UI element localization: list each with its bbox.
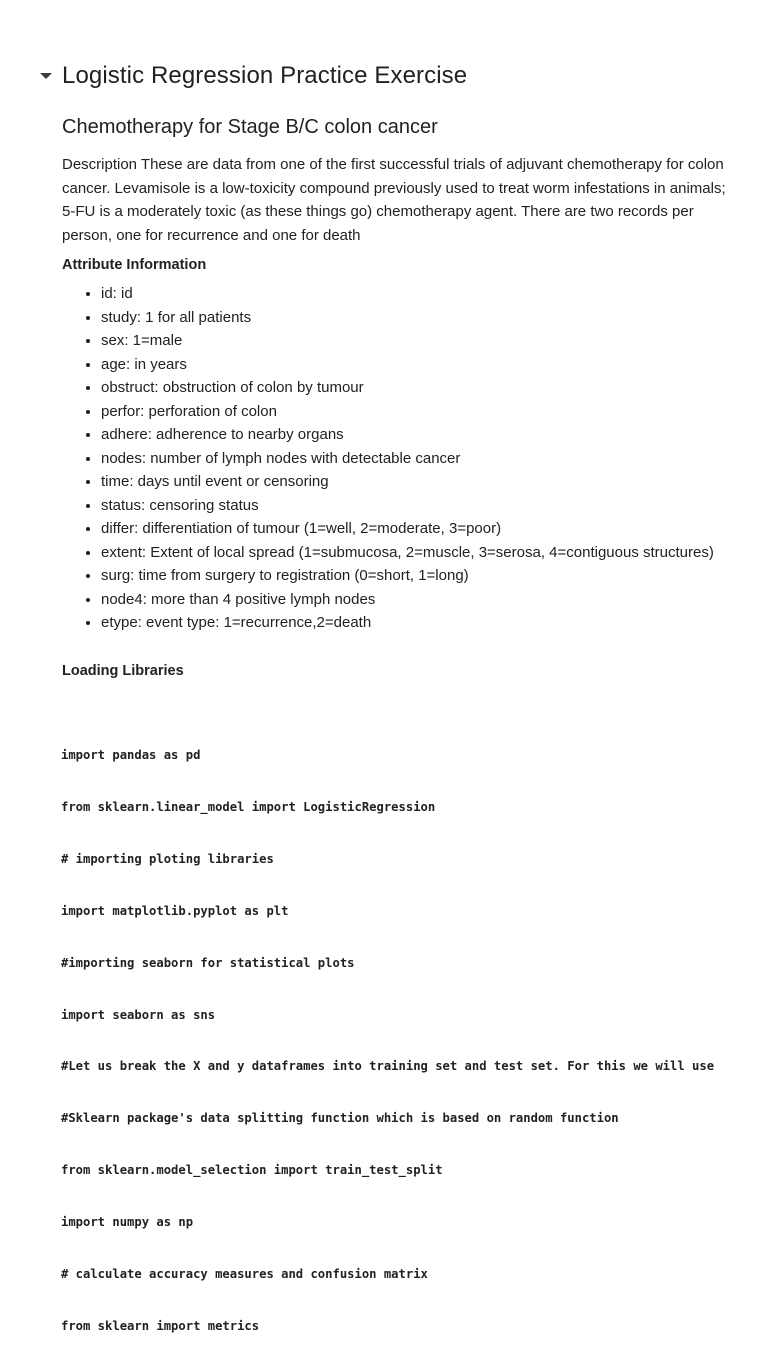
dataset-subtitle: Chemotherapy for Stage B/C colon cancer <box>62 116 438 138</box>
code-line: import numpy as np <box>61 1215 194 1230</box>
attribute-item: • study: 1 for all patients <box>101 306 742 330</box>
dataset-description: Description These are data from one of the first successful trials of adjuvant chemotherapy for colon cancer. Levamisole is a low-toxicity compound previously used to treat worm infestations in animals; 5-FU is a moderately toxic (as these things go) chemotherapy agent. There are two records per person, one for recurrence and one for death <box>62 156 726 244</box>
attribute-item: • adhere: adherence to nearby organs <box>101 423 742 447</box>
attribute-item: • sex: 1=male <box>101 329 742 353</box>
code-line: from sklearn.linear_model import LogisticRegression <box>61 799 436 814</box>
attribute-item: • extent: Extent of local spread (1=submucosa, 2=muscle, 3=serosa, 4=contiguous structures) <box>101 541 742 565</box>
attribute-item: • status: censoring status <box>101 494 742 518</box>
attribute-item: • surg: time from surgery to registration (0=short, 1=long) <box>101 564 742 588</box>
section-header <box>36 62 467 90</box>
code-line: from sklearn.model_selection import train_test_split <box>61 1163 443 1178</box>
code-line: # calculate accuracy measures and confusion matrix <box>61 1267 428 1281</box>
libraries-heading: Loading Libraries <box>62 662 184 679</box>
attribute-list <box>62 282 742 635</box>
attribute-heading: Attribute Information <box>62 257 207 273</box>
code-line: from sklearn import metrics <box>61 1318 260 1333</box>
cell-content <box>62 112 742 1370</box>
code-line: #Sklearn package's data splitting function which is based on random function <box>61 1111 619 1126</box>
attribute-item: • id: id <box>101 282 742 306</box>
caret-down-icon[interactable] <box>36 66 56 86</box>
code-line: # importing ploting libraries <box>61 851 274 866</box>
attribute-item: • node4: more than 4 positive lymph nodes <box>101 588 742 612</box>
section-title: Logistic Regression Practice Exercise <box>62 62 468 89</box>
attribute-item: • nodes: number of lymph nodes with detectable cancer <box>101 447 742 471</box>
attribute-item: • obstruct: obstruction of colon by tumour <box>101 376 742 400</box>
code-line: import pandas as pd <box>61 748 201 763</box>
attribute-item: • perfor: perforation of colon <box>101 400 742 424</box>
code-line: import matplotlib.pyplot as plt <box>61 903 289 918</box>
attribute-item: • age: in years <box>101 353 742 377</box>
attribute-item: • differ: differentiation of tumour (1=well, 2=moderate, 3=poor) <box>101 517 742 541</box>
code-line: import seaborn as sns <box>61 1007 216 1022</box>
code-block[interactable] <box>61 713 742 1370</box>
code-line: #importing seaborn for statistical plots <box>61 955 355 970</box>
code-line: #Let us break the X and y dataframes into training set and test set. For this we will use <box>61 1059 715 1074</box>
attribute-item: • time: days until event or censoring <box>101 470 742 494</box>
attribute-item: • etype: event type: 1=recurrence,2=death <box>101 611 742 635</box>
